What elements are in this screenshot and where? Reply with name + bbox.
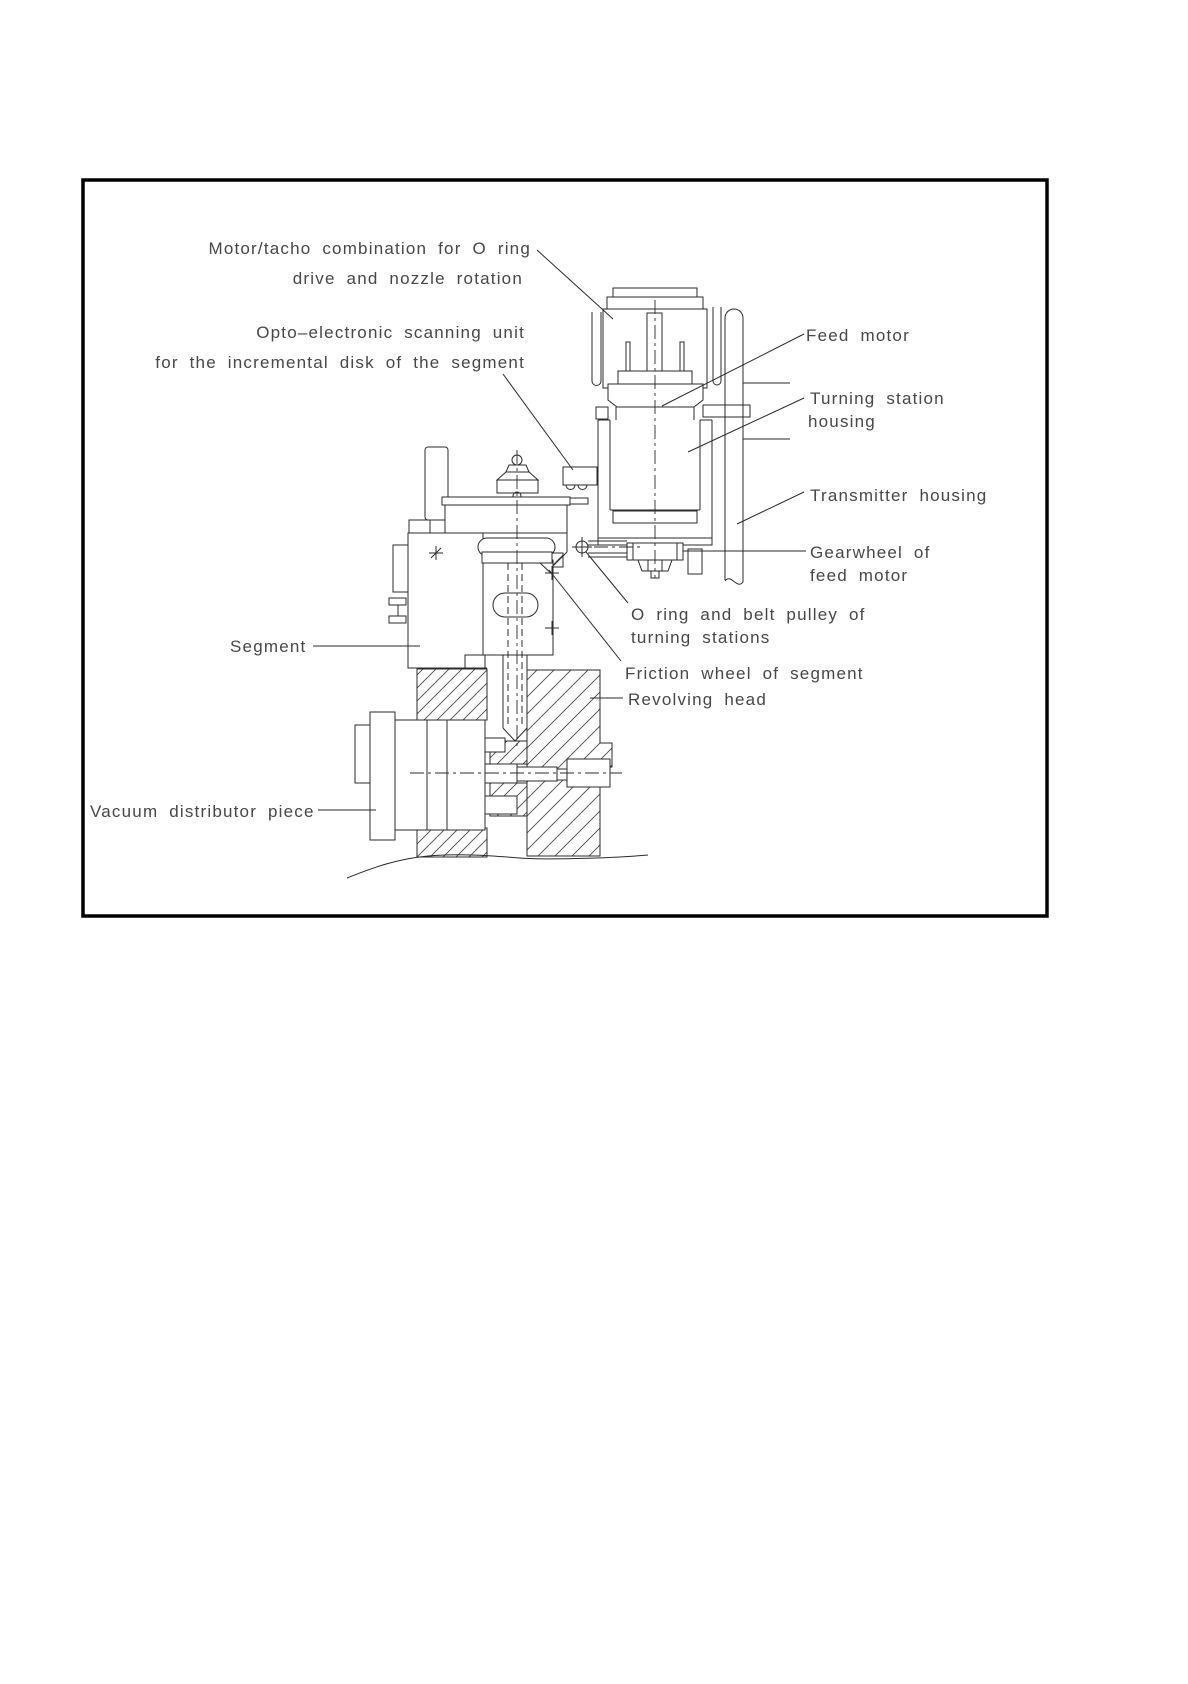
label-oring-line1: O ring and belt pulley of [631,605,866,624]
label-segment: Segment [230,637,307,656]
label-gearwheel-line2: feed motor [810,566,909,585]
label-motor-tacho-line1: Motor/tacho combination for O ring [208,239,531,258]
label-feed-motor: Feed motor [806,326,910,345]
label-revolving-head: Revolving head [628,690,767,709]
label-turning-station-line2: housing [808,412,876,431]
label-friction-wheel: Friction wheel of segment [625,664,864,683]
label-oring-line2: turning stations [631,628,771,647]
label-vacuum-distributor: Vacuum distributor piece [90,802,315,821]
label-opto-line2: for the incremental disk of the segment [155,353,525,372]
label-gearwheel-line1: Gearwheel of [810,543,931,562]
label-turning-station-line1: Turning station [810,389,945,408]
distributor-shaft [485,764,517,783]
label-opto-line1: Opto–electronic scanning unit [256,323,525,342]
friction-wheel-slot [493,593,538,617]
label-motor-tacho-line2: drive and nozzle rotation [292,269,523,288]
label-transmitter-housing: Transmitter housing [810,486,988,505]
